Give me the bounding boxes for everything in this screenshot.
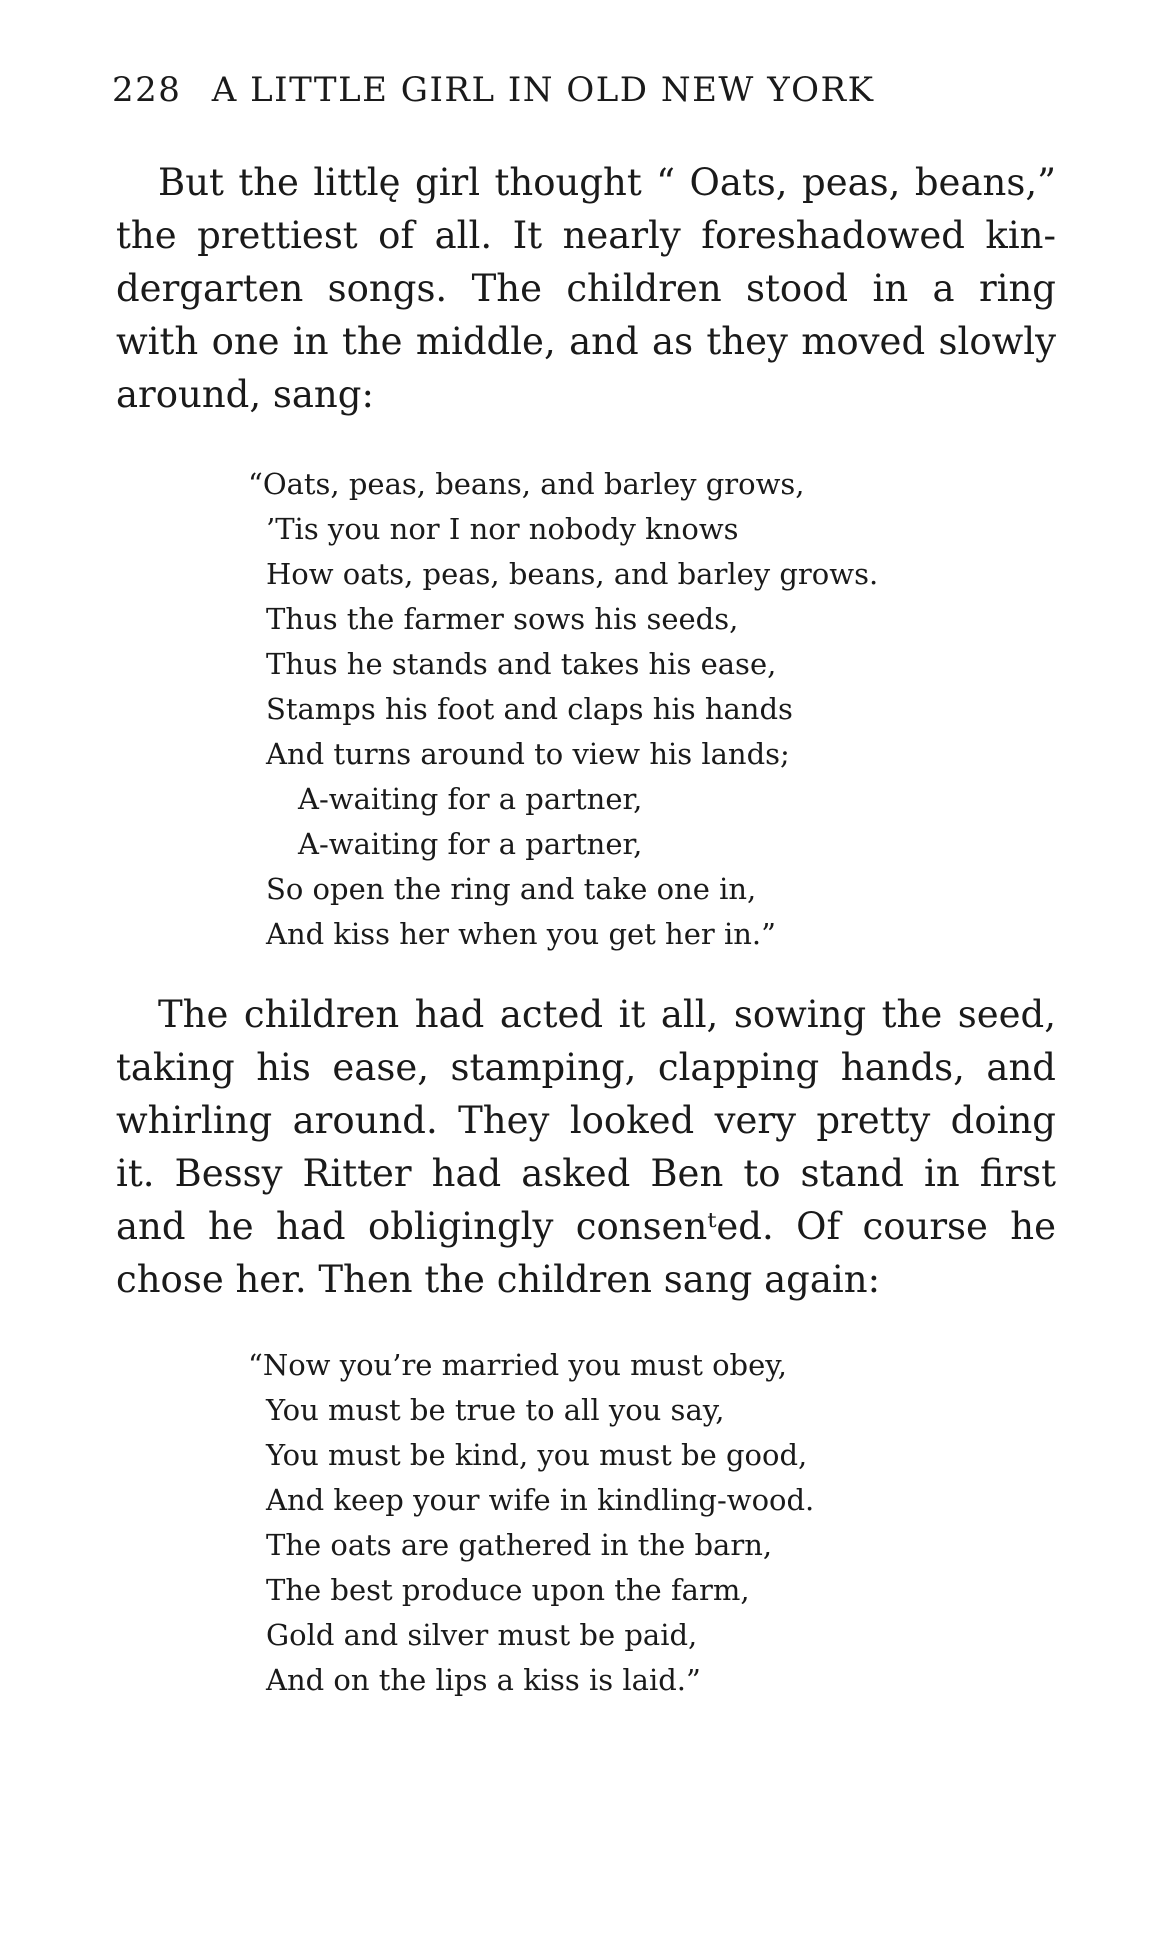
verse-line: So open the ring and take one in, xyxy=(266,872,757,906)
verse-line: “Oats, peas, beans, and barley grows, xyxy=(248,467,805,501)
running-head xyxy=(112,70,875,110)
paragraph-line: taking his ease, stamping, clapping hands, and xyxy=(116,1046,1056,1089)
paragraph-line: chose her. Then the children sang again: xyxy=(116,1258,881,1301)
verse-line: And on the lips a kiss is laid.” xyxy=(266,1663,701,1697)
verse-line: How oats, peas, beans, and barley grows. xyxy=(266,557,879,591)
verse-line: “Now you’re married you must obey, xyxy=(248,1348,788,1382)
paragraph-line: The children had acted it all, sowing the seed, xyxy=(158,993,1056,1036)
verse-line: A-waiting for a partner, xyxy=(298,827,643,861)
verse-line: Gold and silver must be paid, xyxy=(266,1618,698,1652)
verse-line: Thus the farmer sows his seeds, xyxy=(266,602,739,636)
verse-line: And turns around to view his lands; xyxy=(266,737,790,771)
paragraph-line: But the littlę girl thought “ Oats, peas, beans,” xyxy=(158,161,1056,204)
verse-line: Stamps his foot and claps his hands xyxy=(266,692,793,726)
page-number: 228 xyxy=(112,70,182,110)
verse-line: You must be true to all you say, xyxy=(266,1393,725,1427)
verse-line: You must be kind, you must be good, xyxy=(266,1438,808,1472)
paragraph-line: and he had obligingly consenᵗed. Of course he xyxy=(116,1205,1056,1248)
verse-line: Thus he stands and takes his ease, xyxy=(266,647,777,681)
song-2 xyxy=(248,1343,814,1703)
verse-line: And kiss her when you get her in.” xyxy=(266,917,776,951)
paragraph-2 xyxy=(116,988,1056,1306)
paragraph-line: it. Bessy Ritter had asked Ben to stand in first xyxy=(116,1152,1056,1195)
paragraph-line: with one in the middle, and as they moved slowly xyxy=(116,320,1056,363)
song-1 xyxy=(248,462,878,957)
paragraph-line: whirling around. They looked very pretty doing xyxy=(116,1099,1056,1142)
verse-line: The best produce upon the farm, xyxy=(266,1573,750,1607)
paragraph-line: around, sang: xyxy=(116,373,374,416)
verse-line: ’Tis you nor I nor nobody knows xyxy=(266,512,739,546)
verse-line: The oats are gathered in the barn, xyxy=(266,1528,773,1562)
verse-line: And keep your wife in kindling-wood. xyxy=(266,1483,815,1517)
book-title: A LITTLE GIRL IN OLD NEW YORK xyxy=(211,70,875,110)
paragraph-line: the prettiest of all. It nearly foreshadowed kin- xyxy=(116,214,1056,257)
paragraph-1 xyxy=(116,156,1056,421)
paragraph-line: dergarten songs. The children stood in a ring xyxy=(116,267,1056,310)
verse-line: A-waiting for a partner, xyxy=(298,782,643,816)
